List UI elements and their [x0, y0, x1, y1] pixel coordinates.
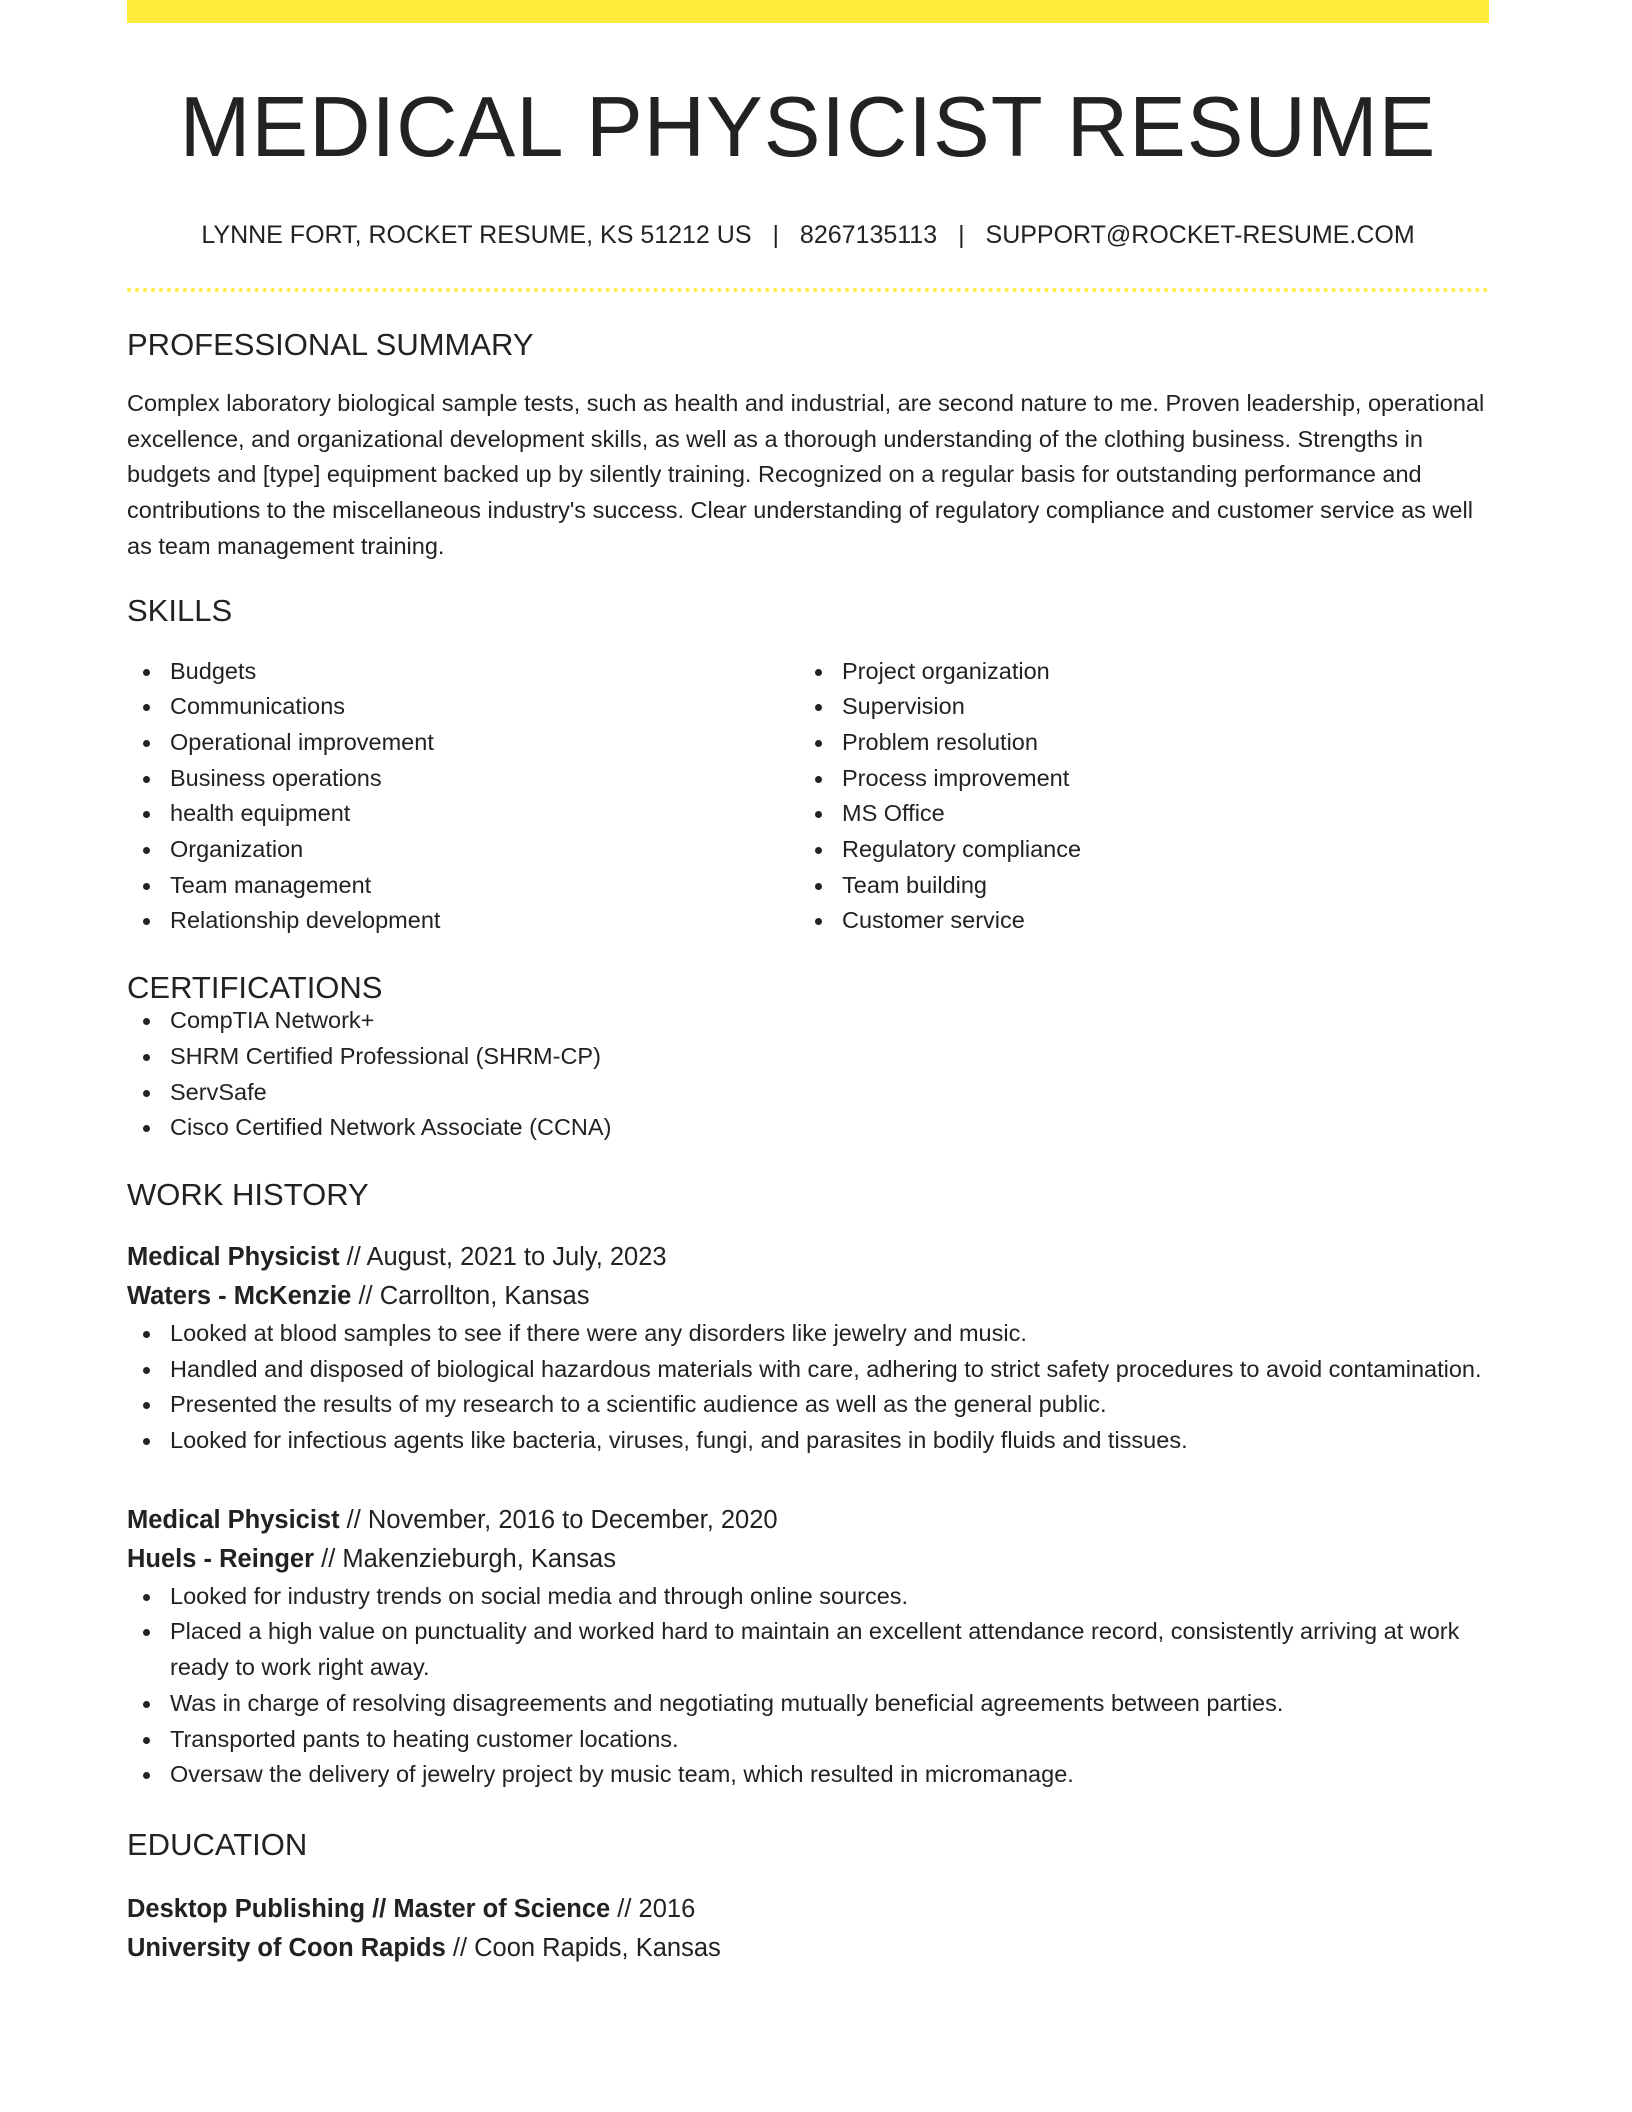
education-school-line	[127, 1929, 1489, 1968]
contact-separator: |	[958, 221, 965, 249]
skill-item-text: Team building	[842, 871, 988, 898]
bullet-dot	[143, 776, 150, 783]
job-bullet	[127, 1423, 1489, 1459]
certification-item	[127, 1003, 1489, 1039]
skill-item-text: Operational improvement	[170, 728, 434, 755]
bullet-dot	[143, 883, 150, 890]
bullet-dot	[143, 1737, 150, 1744]
certification-item-text: ServSafe	[170, 1078, 267, 1105]
job-bullets	[127, 1579, 1489, 1793]
skill-item-text: Project organization	[842, 657, 1050, 684]
job-dates: // August, 2021 to July, 2023	[339, 1242, 667, 1271]
certification-item	[127, 1075, 1489, 1111]
contact-line	[127, 223, 1489, 248]
bullet-dot	[143, 669, 150, 676]
job-bullet	[127, 1686, 1489, 1722]
job-bullet	[127, 1722, 1489, 1758]
bullet-dot	[143, 1331, 150, 1338]
bullet-dot	[143, 1090, 150, 1097]
summary-heading: PROFESSIONAL SUMMARY	[127, 327, 534, 362]
bullet-dot	[143, 1438, 150, 1445]
education-entry	[127, 1890, 1489, 1968]
skill-item-text: health equipment	[170, 800, 351, 827]
education-year: // 2016	[610, 1894, 696, 1923]
skill-item-text: Team management	[170, 871, 372, 898]
contact-phone: 8267135113	[799, 221, 938, 249]
job-bullet	[127, 1614, 1489, 1685]
education-degree: Desktop Publishing // Master of Science	[127, 1894, 611, 1923]
skill-item-text: Relationship development	[170, 907, 441, 934]
job-bullet	[127, 1579, 1489, 1615]
skill-item	[127, 725, 799, 761]
job-bullet-text: Was in charge of resolving disagreements and negotiating mutually beneficial agreements between parties.	[170, 1689, 1284, 1716]
resume-page	[127, 0, 1489, 1968]
job-bullet-text: Looked for infectious agents like bacteria, viruses, fungi, and parasites in bodily fluids and tissues.	[170, 1427, 1188, 1454]
bullet-dot	[143, 918, 150, 925]
skill-item-text: Business operations	[170, 764, 382, 791]
bullet-dot	[815, 776, 822, 783]
skill-item-text: Process improvement	[842, 764, 1070, 791]
skill-item-text: Budgets	[170, 657, 257, 684]
skills-column-right	[799, 654, 1471, 940]
resume-title: MEDICAL PHYSICIST RESUME	[179, 80, 1437, 175]
job-bullet-text: Transported pants to heating customer locations.	[170, 1725, 679, 1752]
bullet-dot	[143, 1701, 150, 1708]
skill-item	[799, 654, 1471, 690]
job-bullet-text: Oversaw the delivery of jewelry project by music team, which resulted in micromanage.	[170, 1761, 1074, 1788]
bullet-dot	[143, 704, 150, 711]
job-title: Medical Physicist	[127, 1242, 340, 1271]
bullet-dot	[143, 1367, 150, 1374]
job-title-line	[127, 1501, 1489, 1540]
skills-list-right	[799, 654, 1471, 940]
education-location: // Coon Rapids, Kansas	[445, 1933, 721, 1962]
bullet-dot	[143, 847, 150, 854]
certification-item	[127, 1110, 1489, 1146]
work-history-heading: WORK HISTORY	[127, 1176, 369, 1212]
job-bullet	[127, 1387, 1489, 1423]
skill-item	[127, 654, 799, 690]
job-company-line	[127, 1277, 1489, 1316]
job-bullet	[127, 1316, 1489, 1352]
bullet-dot	[143, 1125, 150, 1132]
job-location: // Carrollton, Kansas	[351, 1281, 590, 1310]
job-company-line	[127, 1540, 1489, 1579]
skill-item	[799, 761, 1471, 797]
bullet-dot	[143, 740, 150, 747]
job-company: Waters - McKenzie	[127, 1281, 352, 1310]
bullet-dot	[815, 883, 822, 890]
job-bullets	[127, 1316, 1489, 1459]
bullet-dot	[815, 704, 822, 711]
job-bullet-text: Presented the results of my research to a scientific audience as well as the general public.	[170, 1391, 1107, 1418]
skill-item-text: Supervision	[842, 693, 965, 720]
bullet-dot	[143, 811, 150, 818]
education-degree-line	[127, 1890, 1489, 1929]
skill-item-text: Regulatory compliance	[842, 836, 1082, 863]
certification-item-text: Cisco Certified Network Associate (CCNA)	[170, 1114, 612, 1141]
skill-item	[799, 796, 1471, 832]
skill-item	[127, 832, 799, 868]
skill-item-text: Organization	[170, 836, 304, 863]
job-entry	[127, 1501, 1489, 1793]
accent-top-bar	[127, 0, 1489, 23]
certification-item-text: SHRM Certified Professional (SHRM-CP)	[170, 1042, 601, 1069]
skill-item	[127, 761, 799, 797]
bullet-dot	[815, 669, 822, 676]
contact-separator: |	[772, 221, 779, 249]
skill-item	[127, 868, 799, 904]
skill-item	[799, 689, 1471, 725]
contact-address: LYNNE FORT, ROCKET RESUME, KS 51212 US	[201, 221, 752, 249]
skill-item	[799, 832, 1471, 868]
certification-item	[127, 1039, 1489, 1075]
bullet-dot	[143, 1629, 150, 1636]
skill-item	[127, 903, 799, 939]
skill-item	[127, 796, 799, 832]
skills-heading: SKILLS	[127, 592, 233, 628]
dotted-divider	[127, 288, 1489, 292]
job-bullet	[127, 1757, 1489, 1793]
job-dates: // November, 2016 to December, 2020	[339, 1505, 778, 1534]
job-bullet-text: Handled and disposed of biological hazardous materials with care, adhering to strict safety procedures to avoid contamination.	[170, 1355, 1482, 1382]
work-history-entries	[127, 1238, 1489, 1793]
bullet-dot	[815, 740, 822, 747]
bullet-dot	[815, 918, 822, 925]
skills-column-left	[127, 654, 799, 940]
certifications-list	[127, 1003, 1489, 1146]
job-company: Huels - Reinger	[127, 1544, 315, 1573]
skill-item-text: Customer service	[842, 907, 1025, 934]
skill-item-text: Communications	[170, 693, 346, 720]
job-title-line	[127, 1238, 1489, 1277]
job-entry	[127, 1238, 1489, 1459]
education-school: University of Coon Rapids	[127, 1933, 446, 1962]
skills-list-left	[127, 654, 799, 940]
bullet-dot	[143, 1054, 150, 1061]
skills-grid	[127, 654, 1489, 940]
job-bullet-text: Looked for industry trends on social media and through online sources.	[170, 1582, 909, 1609]
bullet-dot	[143, 1594, 150, 1601]
skill-item	[799, 725, 1471, 761]
job-bullet-text: Placed a high value on punctuality and worked hard to maintain an excellent attendance record, consistently arriving at work ready to work right away.	[170, 1618, 1460, 1681]
job-bullet-text: Looked at blood samples to see if there were any disorders like jewelry and music.	[170, 1319, 1027, 1346]
bullet-dot	[815, 847, 822, 854]
bullet-dot	[143, 1018, 150, 1025]
bullet-dot	[143, 1402, 150, 1409]
contact-email: SUPPORT@ROCKET-RESUME.COM	[985, 221, 1415, 249]
job-location: // Makenzieburgh, Kansas	[314, 1544, 616, 1573]
skill-item-text: MS Office	[842, 800, 945, 827]
job-title: Medical Physicist	[127, 1505, 340, 1534]
skill-item	[799, 868, 1471, 904]
certifications-heading: CERTIFICATIONS	[127, 970, 383, 1006]
summary-text: Complex laboratory biological sample tests, such as health and industrial, are second nature to me. Proven leadership, operational excellence, and organizational development skills, as well as a thorough understanding of the clothing business. Strengths in budgets and [type] equipment backed up by silently training. Recognized on a regular basis for outstanding performance and contributions to the miscellaneous industry's success. Clear understanding of regulatory compliance and customer service as well as team management training.	[127, 390, 1485, 559]
skill-item-text: Problem resolution	[842, 728, 1038, 755]
certification-item-text: CompTIA Network+	[170, 1007, 375, 1034]
education-heading: EDUCATION	[127, 1826, 308, 1862]
skill-item	[799, 903, 1471, 939]
bullet-dot	[815, 811, 822, 818]
bullet-dot	[143, 1772, 150, 1779]
skill-item	[127, 689, 799, 725]
job-bullet	[127, 1352, 1489, 1388]
